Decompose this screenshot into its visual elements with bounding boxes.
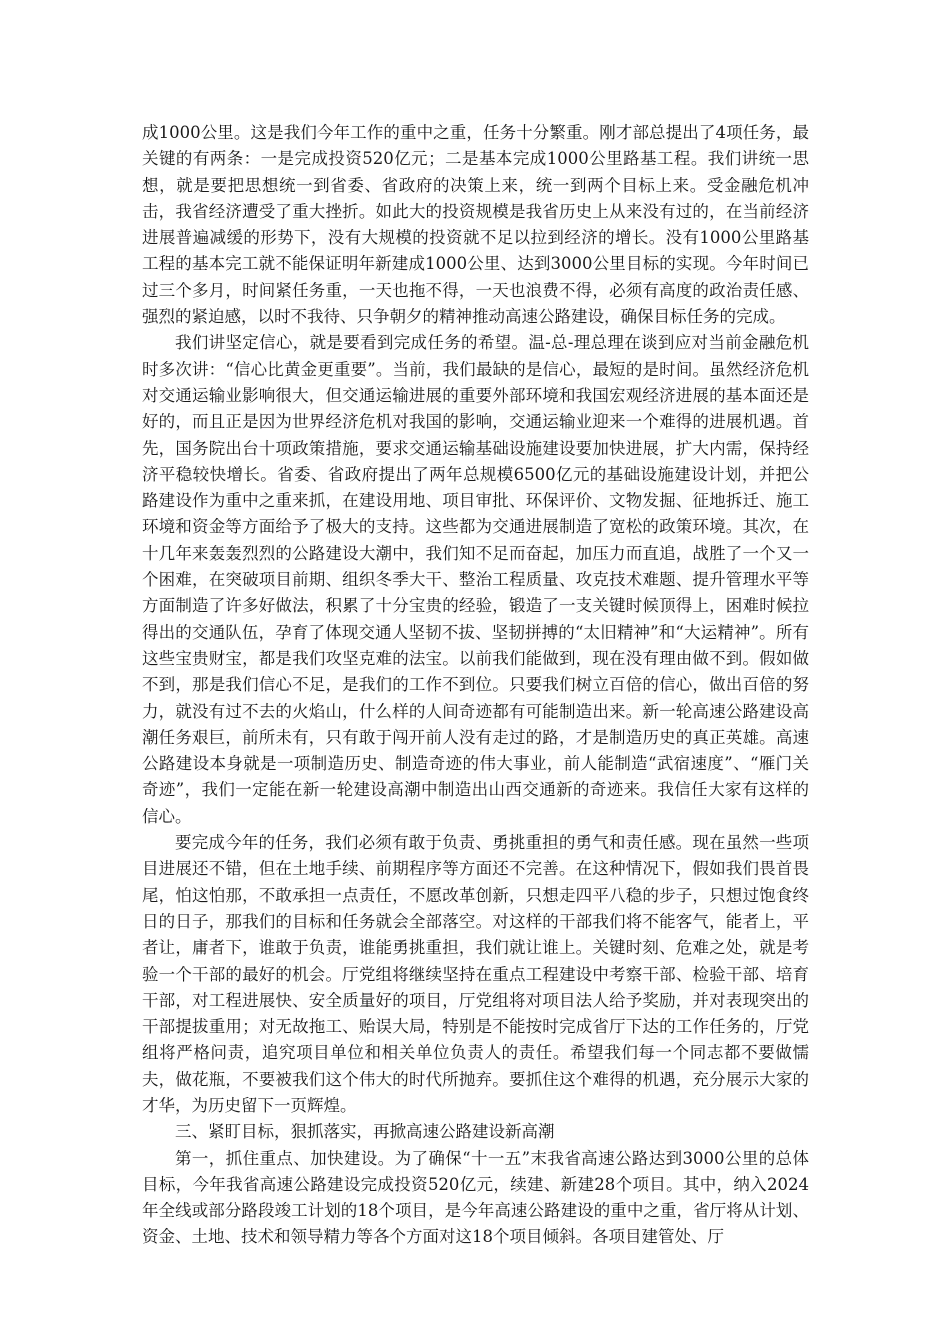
document-body xyxy=(142,120,809,1251)
paragraph-1: 成1000公里。这是我们今年工作的重中之重，任务十分繁重。刚才部总提出了4项任务，最关键的有两条：一是完成投资520亿元；二是基本完成1000公里路基工程。我们讲统一思想，就是要把思想统一到省委、省政府的决策上来，统一到两个目标上来。受金融危机冲击，我省经济遭受了重大挫折。如此大的投资规模是我省历史上从来没有过的，在当前经济进展普遍减缓的形势下，没有大规模的投资就不足以拉到经济的增长。没有1000公里路基工程的基本完工就不能保证明年新建成1000公里、达到3000公里目标的实现。今年时间已过三个多月，时间紧任务重，一天也拖不得，一天也浪费不得，必须有高度的政治责任感、强烈的紧迫感，以时不我待、只争朝夕的精神推动高速公路建设，确保目标任务的完成。 xyxy=(142,123,809,327)
paragraph-3: 要完成今年的任务，我们必须有敢于负责、勇挑重担的勇气和责任感。现在虽然一些项目进展还不错，但在土地手续、前期程序等方面还不完善。在这种情况下，假如我们畏首畏尾，怕这怕那，不敢承担一点责任，不愿改革创新，只想走四平八稳的步子，只想过饱食终日的日子，那我们的目标和任务就会全部落空。对这样的干部我们将不能客气，能者上，平者让，庸者下，谁敢于负责，谁能勇挑重担，我们就让谁上。关键时刻、危难之处，就是考验一个干部的最好的机会。厅党组将继续坚持在重点工程建设中考察干部、检验干部、培育干部，对工程进展快、安全质量好的项目，厅党组将对项目法人给予奖励，并对表现突出的干部提拔重用；对无故拖工、贻误大局，特别是不能按时完成省厅下达的工作任务的，厅党组将严格问责，追究项目单位和相关单位负责人的责任。希望我们每一个同志都不要做懦夫，做花瓶，不要被我们这个伟大的时代所抛弃。要抓住这个难得的机遇，充分展示大家的才华，为历史留下一页辉煌。 xyxy=(142,833,809,1115)
paragraph-2: 我们讲坚定信心，就是要看到完成任务的希望。温-总-理总理在谈到应对当前金融危机时多次讲：“信心比黄金更重要”。当前，我们最缺的是信心，最短的是时间。虽然经济危机对交通运输业影响很大，但交通运输进展的重要外部环境和我国宏观经济进展的基本面还是好的，而且正是因为世界经济危机对我国的影响，交通运输业迎来一个难得的进展机遇。首先，国务院出台十项政策措施，要求交通运输基础设施建设要加快进展，扩大内需，保持经济平稳较快增长。省委、省政府提出了两年总规模6500亿元的基础设施建设计划，并把公路建设作为重中之重来抓，在建设用地、项目审批、环保评价、文物发掘、征地拆迁、施工环境和资金等方面给予了极大的支持。这些都为交通进展制造了宽松的政策环境。其次，在十几年来轰轰烈烈的公路建设大潮中，我们知不足而奋起，加压力而直追，战胜了一个又一个困难，在突破项目前期、组织冬季大干、整治工程质量、攻克技术难题、提升管理水平等方面制造了许多好做法，积累了十分宝贵的经验，锻造了一支关键时候顶得上，困难时候拉得出的交通队伍，孕育了体现交通人坚韧不拔、坚韧拼搏的“太旧精神”和“大运精神”。所有这些宝贵财宝，都是我们攻坚克难的法宝。以前我们能做到，现在没有理由做不到。假如做不到，那是我们信心不足，是我们的工作不到位。只要我们树立百倍的信心，做出百倍的努力，就没有过不去的火焰山，什么样的人间奇迹都有可能制造出来。新一轮高速公路建设高潮任务艰巨，前所未有，只有敢于闯开前人没有走过的路，才是制造历史的真正英雄。高速公路建设本身就是一项制造历史、制造奇迹的伟大事业，前人能制造“武宿速度”、“雁门关奇迹”，我们一定能在新一轮建设高潮中制造出山西交通新的奇迹来。我信任大家有这样的信心。 xyxy=(142,333,809,826)
paragraph-4: 第一，抓住重点、加快建设。为了确保“十一五”末我省高速公路达到3000公里的总体目标，今年我省高速公路建设完成投资520亿元，续建、新建28个项目。其中，纳入2024年全线或部分路段竣工计划的18个项目，是今年高速公路建设的重中之重，省厅将从计划、资金、土地、技术和领导精力等各个方面对这18个项目倾斜。各项目建管处、厅 xyxy=(142,1148,809,1247)
section-heading: 三、紧盯目标，狠抓落实，再掀高速公路建设新高潮 xyxy=(175,1122,555,1142)
